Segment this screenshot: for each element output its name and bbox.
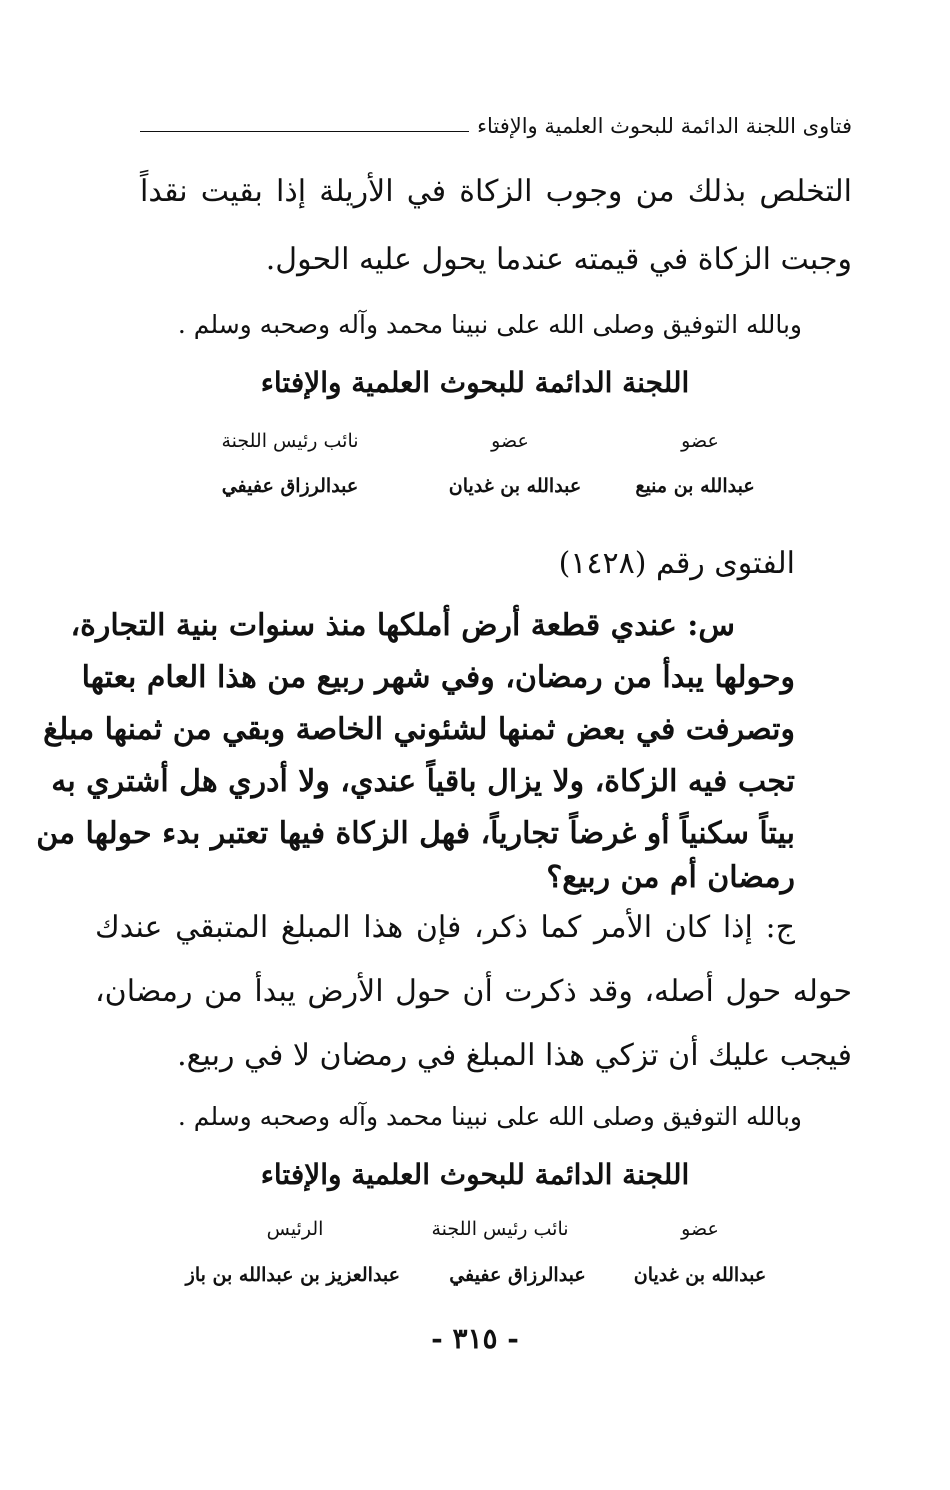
- question-line-5: بيتاً سكنياً أو غرضاً تجارياً، فهل الزكاة فيها تعتبر بدء حولها من: [36, 816, 795, 851]
- closing-line-2: وبالله التوفيق وصلى الله على نبينا محمد وآله وصحبه وسلم .: [177, 1102, 802, 1131]
- signatory-5-role: نائب رئيس اللجنة: [431, 1218, 569, 1240]
- question-line-6: رمضان أم من ربيع؟: [546, 860, 795, 895]
- header-title: فتاوى اللجنة الدائمة للبحوث العلمية والإفتاء: [477, 114, 852, 138]
- body-line-1: التخلص بذلك من وجوب الزكاة في الأريلة إذا بقيت نقداً: [140, 174, 852, 209]
- body-line-2: وجبت الزكاة في قيمته عندما يحول عليه الحول.: [265, 242, 852, 277]
- answer-line-2: حوله حول أصله، وقد ذكرت أن حول الأرض يبدأ من رمضان،: [95, 974, 852, 1009]
- signatory-6-name: عبدالعزيز بن عبدالله بن باز: [185, 1264, 400, 1286]
- signatory-4-role: عضو: [681, 1218, 719, 1240]
- answer-line-3: فيجب عليك أن تزكي هذا المبلغ في رمضان لا في ربيع.: [177, 1038, 852, 1073]
- question-line-4: تجب فيه الزكاة، ولا يزال باقياً عندي، ولا أدري هل أشتري به: [51, 764, 795, 799]
- page-number: - ٣١٥ -: [431, 1322, 519, 1355]
- committee-heading-1: اللجنة الدائمة للبحوث العلمية والإفتاء: [260, 366, 690, 399]
- fatwa-number: الفتوى رقم (١٤٢٨): [558, 546, 795, 581]
- answer-line-1: ج: إذا كان الأمر كما ذكر، فإن هذا المبلغ المتبقي عندك: [95, 910, 795, 945]
- signatory-1-role: عضو: [681, 430, 719, 452]
- signatory-4-name: عبدالله بن غديان: [633, 1264, 767, 1286]
- closing-line-1: وبالله التوفيق وصلى الله على نبينا محمد وآله وصحبه وسلم .: [177, 310, 802, 339]
- question-line-2: وحولها يبدأ من رمضان، وفي شهر ربيع من هذا العام بعتها: [81, 660, 795, 695]
- committee-heading-2: اللجنة الدائمة للبحوث العلمية والإفتاء: [260, 1158, 690, 1191]
- signatory-5-name: عبدالرزاق عفيفي: [449, 1264, 586, 1286]
- running-header: [140, 108, 852, 138]
- signatory-2-role: عضو: [491, 430, 529, 452]
- signatory-3-role: نائب رئيس اللجنة: [221, 430, 359, 452]
- question-line-1: س: عندي قطعة أرض أملكها منذ سنوات بنية التجارة،: [70, 608, 735, 643]
- signatory-6-role: الرئيس: [266, 1218, 324, 1240]
- signatory-2-name: عبدالله بن غديان: [448, 475, 582, 497]
- signatory-1-name: عبدالله بن منيع: [635, 475, 755, 497]
- question-line-3: وتصرفت في بعض ثمنها لشئوني الخاصة وبقي من ثمنها مبلغ: [43, 712, 795, 747]
- signatory-3-name: عبدالرزاق عفيفي: [221, 475, 359, 497]
- header-rule: [140, 131, 469, 132]
